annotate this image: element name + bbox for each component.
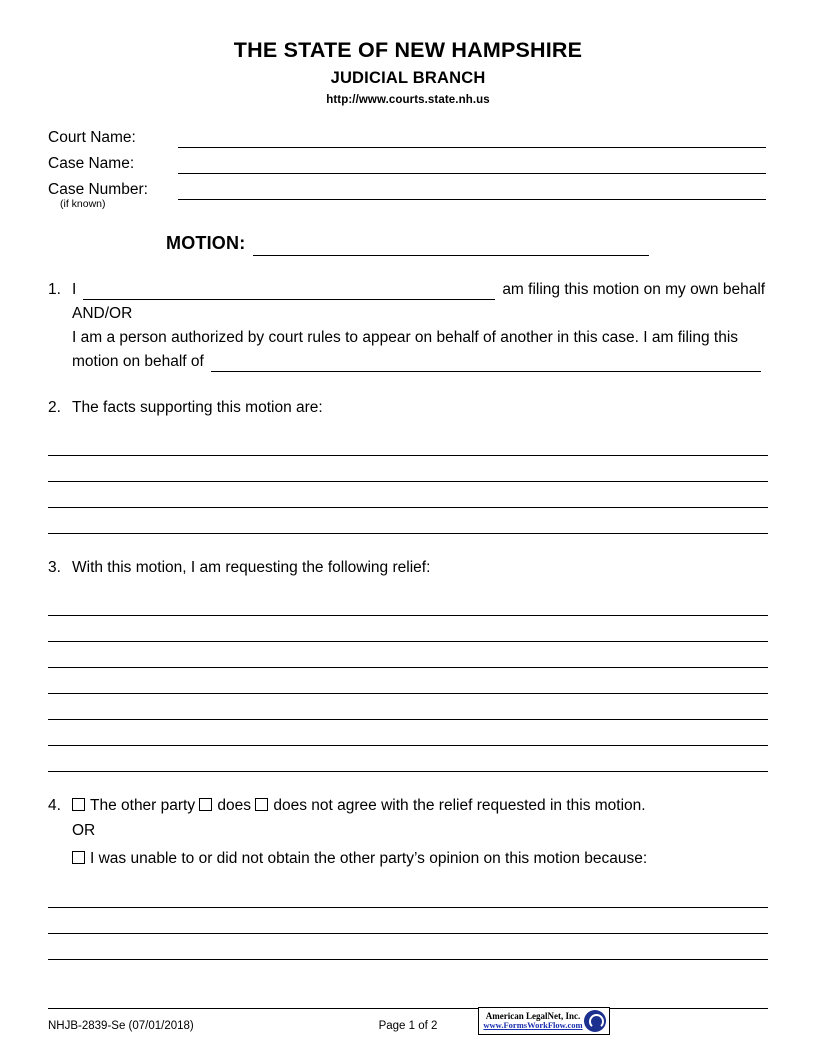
case-number-note: (if known)	[60, 197, 106, 210]
item-4-unable-text: I was unable to or did not obtain the other party’s opinion on this motion because:	[90, 850, 648, 868]
motion-title-input[interactable]	[253, 237, 649, 256]
item-4	[48, 794, 768, 872]
facts-line[interactable]	[48, 430, 768, 456]
item-4-prefix-text: The other party	[90, 796, 196, 814]
item-1-authorized-text: I am a person authorized by court rules to appear on behalf of another in this case. I am filing this	[72, 328, 739, 346]
checkbox-other-party[interactable]	[72, 798, 85, 811]
vendor-name: American LegalNet, Inc.	[485, 1010, 581, 1021]
relief-line[interactable]	[48, 694, 768, 720]
item-4-does-text: does	[217, 796, 252, 814]
item-3-prompt: With this motion, I am requesting the following relief:	[72, 558, 431, 576]
item-4-agreement-row	[72, 794, 768, 819]
opinion-line[interactable]	[48, 908, 768, 934]
case-name-row	[48, 148, 768, 174]
checkbox-does[interactable]	[199, 798, 212, 811]
court-name-row	[48, 122, 768, 148]
item-1-line1	[72, 278, 768, 302]
item-4-or: OR	[72, 821, 96, 839]
item-2-body	[72, 396, 768, 420]
case-caption	[48, 122, 768, 210]
item-2	[48, 396, 768, 420]
item-4-unable-row	[72, 847, 768, 872]
item-1-behalf-label: motion on behalf of	[72, 352, 204, 370]
page-footer	[48, 1008, 768, 1038]
item-1-lead-text: I	[72, 280, 77, 298]
motion-row	[48, 228, 768, 256]
facts-line[interactable]	[48, 482, 768, 508]
page-number: Page 1 of 2	[378, 1020, 438, 1032]
vendor-logo-icon	[584, 1010, 606, 1032]
item-1-behalf-row	[72, 350, 768, 374]
item-2-number: 2.	[48, 398, 61, 416]
item-1-body	[72, 278, 768, 374]
opinion-line[interactable]	[48, 882, 768, 908]
page-subtitle: JUDICIAL BRANCH	[330, 68, 486, 87]
item-1-tail-text: am filing this motion on my own behalf	[502, 280, 766, 298]
form-id: NHJB-2839-Se (07/01/2018)	[48, 1020, 194, 1032]
case-number-label: Case Number:	[48, 181, 148, 199]
item-1	[48, 278, 768, 374]
case-number-row	[48, 174, 768, 200]
relief-line[interactable]	[48, 746, 768, 772]
item-3-body	[72, 556, 768, 580]
court-name-input[interactable]	[178, 131, 766, 148]
court-website-url: http://www.courts.state.nh.us	[326, 93, 490, 106]
relief-answer-lines	[48, 590, 768, 772]
footer-content	[48, 1010, 768, 1038]
case-number-input[interactable]	[178, 183, 766, 200]
item-1-andor: AND/OR	[72, 304, 133, 322]
item-2-prompt: The facts supporting this motion are:	[72, 398, 323, 416]
item-3	[48, 556, 768, 580]
on-behalf-of-input[interactable]	[211, 356, 761, 372]
filer-name-input[interactable]	[83, 284, 495, 300]
vendor-url[interactable]: www.FormsWorkFlow.com	[483, 1020, 583, 1031]
relief-line[interactable]	[48, 642, 768, 668]
document-header	[48, 38, 768, 106]
checkbox-unable-to-obtain-opinion[interactable]	[72, 851, 85, 864]
facts-answer-lines	[48, 430, 768, 534]
relief-line[interactable]	[48, 720, 768, 746]
item-3-number: 3.	[48, 558, 61, 576]
page-title: THE STATE OF NEW HAMPSHIRE	[233, 38, 583, 62]
item-4-number: 4.	[48, 796, 61, 814]
motion-label: MOTION:	[166, 232, 246, 253]
item-1-number: 1.	[48, 280, 61, 298]
opinion-answer-lines	[48, 882, 768, 960]
facts-line[interactable]	[48, 508, 768, 534]
vendor-stamp-text	[482, 1011, 584, 1031]
relief-line[interactable]	[48, 616, 768, 642]
vendor-stamp	[478, 1007, 610, 1035]
facts-line[interactable]	[48, 456, 768, 482]
footer-divider	[48, 1008, 768, 1009]
opinion-line[interactable]	[48, 934, 768, 960]
relief-line[interactable]	[48, 668, 768, 694]
case-name-label: Case Name:	[48, 155, 135, 173]
item-4-body	[72, 794, 768, 872]
court-name-label: Court Name:	[48, 129, 136, 147]
relief-line[interactable]	[48, 590, 768, 616]
case-name-input[interactable]	[178, 157, 766, 174]
checkbox-does-not[interactable]	[255, 798, 268, 811]
item-4-does-not-text: does not agree with the relief requested in this motion.	[273, 796, 646, 814]
